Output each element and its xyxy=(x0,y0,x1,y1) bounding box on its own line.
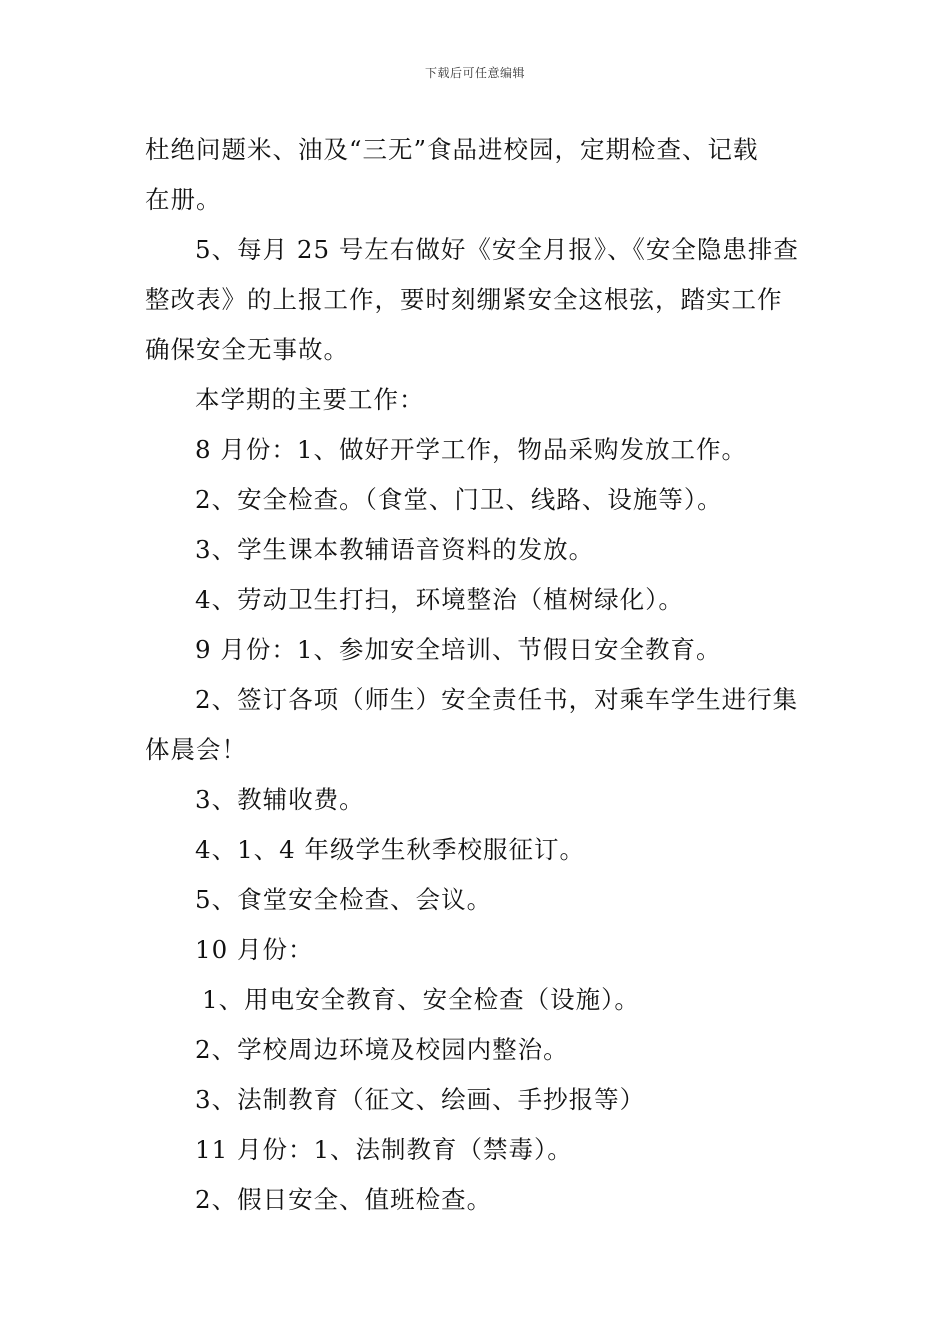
text-line: 体晨会！ xyxy=(145,735,247,764)
page-header-note: 下载后可任意编辑 xyxy=(424,66,525,80)
text-line: 10 月份： xyxy=(195,935,314,964)
text-line: 3、学生课本教辅语音资料的发放。 xyxy=(195,535,595,564)
text-line: 11 月份：1、法制教育（禁毒）。 xyxy=(195,1135,573,1164)
text-line: 4、劳动卫生打扫，环境整治（植树绿化）。 xyxy=(195,585,684,614)
text-line: 2、安全检查。（食堂、门卫、线路、设施等）。 xyxy=(195,485,723,514)
text-line: 2、签订各项（师生）安全责任书，对乘车学生进行集 xyxy=(195,685,799,714)
text-line: 1、用电安全教育、安全检查（设施）。 xyxy=(202,985,640,1014)
text-line: 2、学校周边环境及校园内整治。 xyxy=(195,1035,569,1064)
text-line: 杜绝问题米、油及“三无”食品进校园，定期检查、记载 xyxy=(145,135,759,164)
text-line: 在册。 xyxy=(145,185,222,214)
document-body xyxy=(145,125,810,1225)
text-line: 整改表》的上报工作，要时刻绷紧安全这根弦，踏实工作 xyxy=(145,285,783,314)
text-line: 2、假日安全、值班检查。 xyxy=(195,1185,493,1214)
section-heading: 本学期的主要工作： xyxy=(195,385,425,414)
text-line: 9 月份：1、参加安全培训、节假日安全教育。 xyxy=(195,635,722,664)
text-line: 5、食堂安全检查、会议。 xyxy=(195,885,493,914)
text-line: 3、法制教育（征文、绘画、手抄报等） xyxy=(195,1085,646,1114)
text-line: 4、1、4 年级学生秋季校服征订。 xyxy=(195,835,586,864)
text-line: 3、教辅收费。 xyxy=(195,785,365,814)
text-line: 5、每月 25 号左右做好《安全月报》、《安全隐患排查 xyxy=(195,235,799,264)
text-line: 8 月份：1、做好开学工作，物品采购发放工作。 xyxy=(195,435,747,464)
text-line: 确保安全无事故。 xyxy=(145,335,349,364)
